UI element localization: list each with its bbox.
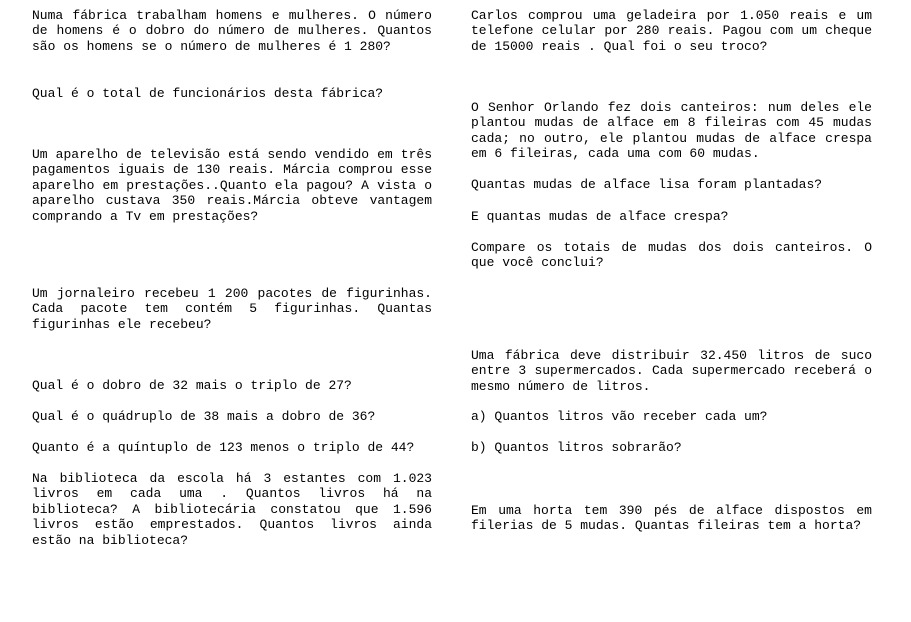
question-smooth-lettuce: Quantas mudas de alface lisa foram plantadas? xyxy=(471,177,823,192)
problem-lettuce-beds: O Senhor Orlando fez dois canteiros: num deles ele plantou mudas de alface em 8 fileiras com 45 mudas cada; no outro, ele plantou mudas de alface crespa em 6 fileiras, cada uma com 60 mudas. xyxy=(471,100,872,162)
question-total-employees: Qual é o total de funcionários desta fábrica? xyxy=(32,86,384,101)
problem-juice-distribution: Uma fábrica deve distribuir 32.450 litros de suco entre 3 supermercados. Cada supermercado receberá o mesmo número de litros. xyxy=(471,348,872,394)
problem-television-installments: Um aparelho de televisão está sendo vendido em três pagamentos iguais de 130 reais. Márcia comprou esse aparelho em prestações..Quanto ela pagou? A vista o aparelho custava 350 reais.Márcia obteve vantagem comprando a Tv em prestações? xyxy=(32,147,432,224)
question-double-triple: Qual é o dobro de 32 mais o triplo de 27? xyxy=(32,378,352,393)
question-liters-each: a) Quantos litros vão receber cada um? xyxy=(471,409,768,424)
problem-factory-workers: Numa fábrica trabalham homens e mulheres. O número de homens é o dobro do número de mulheres. Quantos são os homens se o número de mulheres é 1 280? xyxy=(32,8,432,54)
problem-garden-rows: Em uma horta tem 390 pés de alface dispostos em filerias de 5 mudas. Quantas fileiras tem a horta? xyxy=(471,503,872,534)
question-curly-lettuce: E quantas mudas de alface crespa? xyxy=(471,209,729,224)
problem-school-library: Na biblioteca da escola há 3 estantes com 1.023 livros em cada uma . Quantos livros há na biblioteca? A bibliotecária constatou que 1.596 livros estão emprestados. Quantos livros ainda estão na biblioteca? xyxy=(32,471,432,548)
problem-newsstand-stickers: Um jornaleiro recebeu 1 200 pacotes de figurinhas. Cada pacote tem contém 5 figurinhas. Quantas figurinhas ele recebeu? xyxy=(32,286,432,332)
question-quadruple-double: Qual é o quádruplo de 38 mais a dobro de 36? xyxy=(32,409,376,424)
question-liters-remaining: b) Quantos litros sobrarão? xyxy=(471,440,682,455)
question-quintuple-triple: Quanto é a quíntuplo de 123 menos o triplo de 44? xyxy=(32,440,415,455)
problem-carlos-change: Carlos comprou uma geladeira por 1.050 reais e um telefone celular por 280 reais. Pagou com um cheque de 15000 reais . Qual foi o seu troco? xyxy=(471,8,872,54)
question-compare-totals: Compare os totais de mudas dos dois canteiros. O que você conclui? xyxy=(471,240,872,271)
